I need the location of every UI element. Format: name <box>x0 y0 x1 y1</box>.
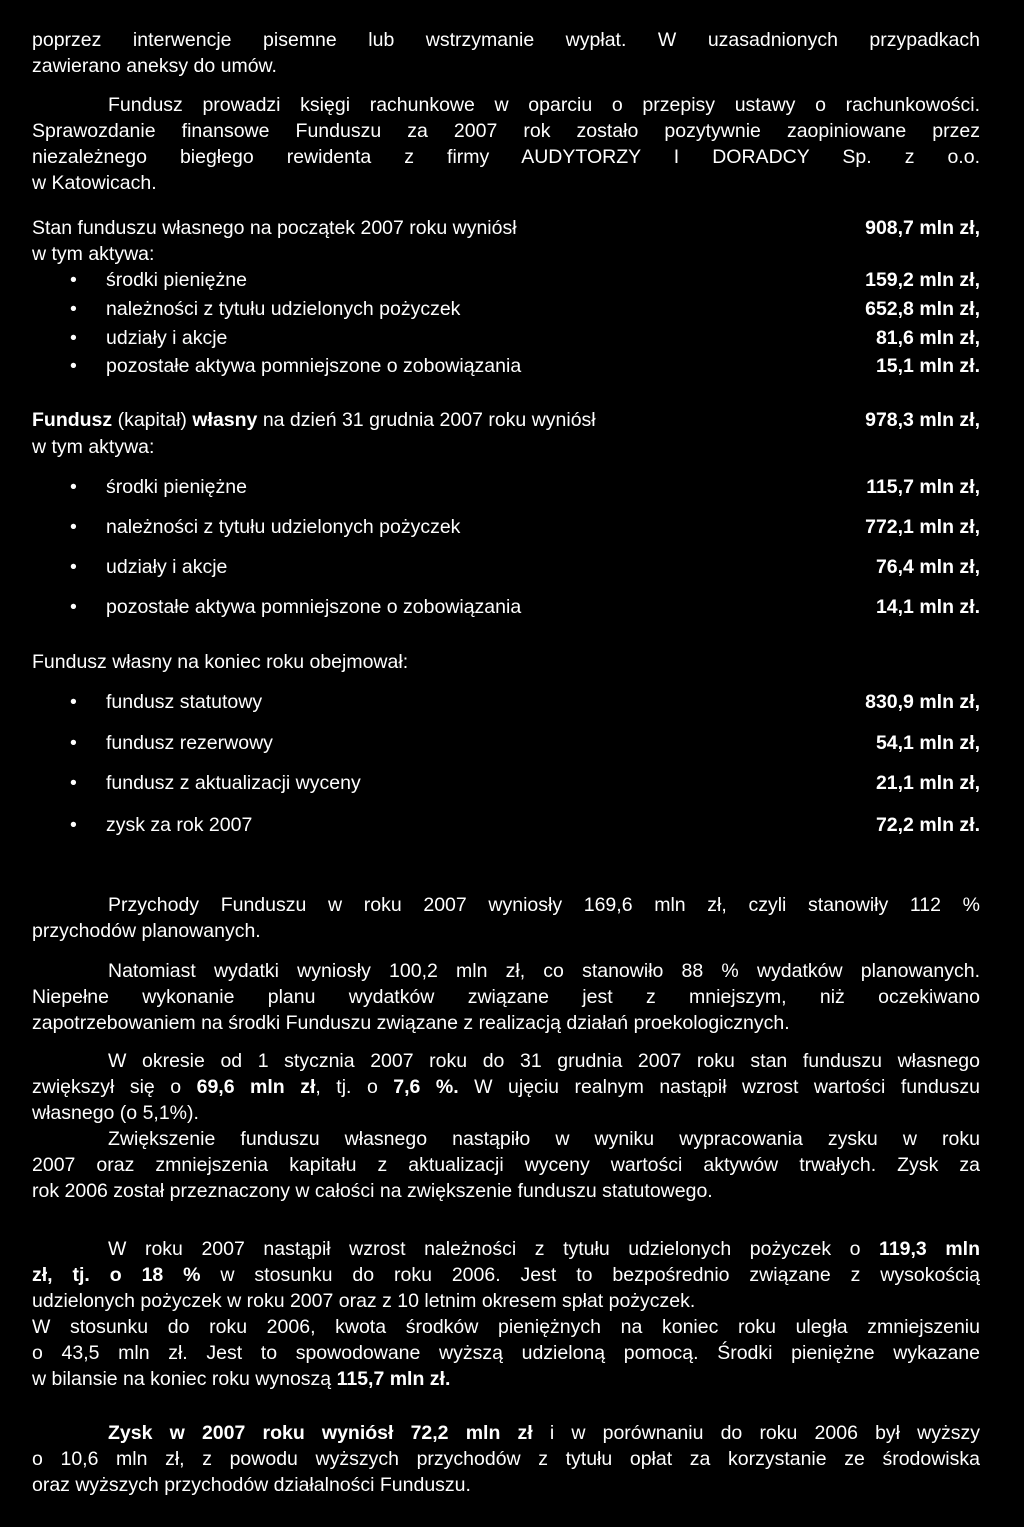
audit-paragraph <box>32 92 980 196</box>
receivables-amount: 119,3 mln <box>879 1238 980 1260</box>
bullet-icon: • <box>70 691 77 713</box>
bullet-icon: • <box>70 327 77 349</box>
audit-line-2: Sprawozdanie finansowe Funduszu za 2007 rok zostało pozytywnie zaopiniowane przez <box>32 120 980 142</box>
growth-line-1: W okresie od 1 stycznia 2007 roku do 31 grudnia 2007 roku stan funduszu własnego <box>108 1050 980 1072</box>
profit-line-1 <box>32 1420 980 1446</box>
end-balance-item <box>32 514 980 540</box>
bullet-icon: • <box>70 596 77 618</box>
start-balance-item-label: środki pieniężne <box>106 269 247 291</box>
audit-line-1: Fundusz prowadzi księgi rachunkowe w oparciu o przepisy ustawy o rachunkowości. <box>108 94 980 116</box>
composition-item-label: fundusz z aktualizacji wyceny <box>106 772 361 794</box>
composition-item-label: fundusz rezerwowy <box>106 732 273 754</box>
receivables-line-6 <box>32 1366 980 1392</box>
bullet-icon: • <box>70 298 77 320</box>
composition-item-value: 72,2 mln zł. <box>875 814 980 836</box>
growth-text: zwiększył się o <box>32 1076 197 1098</box>
start-balance-item-label: pozostałe aktywa pomniejszone o zobowiązania <box>106 355 522 377</box>
end-balance-item-value: 772,1 mln zł, <box>865 516 980 538</box>
start-balance-subheading: w tym aktywa: <box>32 243 155 265</box>
composition-item-label: zysk za rok 2007 <box>106 814 253 836</box>
composition-heading-row <box>32 649 980 675</box>
profit-line-2: o 10,6 mln zł, z powodu wyższych przychodów z tytułu opłat za korzystanie ze środowiska <box>32 1448 980 1470</box>
growth-text: , tj. o <box>315 1076 394 1098</box>
start-balance-heading: Stan funduszu własnego na początek 2007 roku wyniósł <box>32 217 517 239</box>
composition-item-value: 21,1 mln zł, <box>875 772 980 794</box>
receivables-text: w bilansie na koniec roku wynoszą <box>32 1368 337 1390</box>
receivables-line-1 <box>32 1236 980 1262</box>
revenue-line-1: Przychody Funduszu w roku 2007 wyniosły 169,6 mln zł, czyli stanowiły 112 % <box>108 894 980 916</box>
intro-paragraph <box>32 27 980 79</box>
receivables-line-4: W stosunku do roku 2006, kwota środków pieniężnych na koniec roku uległa zmniejszeniu <box>32 1316 980 1338</box>
start-balance-item <box>32 353 980 379</box>
end-balance-item-label: udziały i akcje <box>106 556 228 578</box>
receivables-line-2 <box>32 1262 980 1288</box>
end-balance-item <box>32 554 980 580</box>
bullet-icon: • <box>70 732 77 754</box>
bullet-icon: • <box>70 269 77 291</box>
start-balance-item-value: 15,1 mln zł. <box>875 355 980 377</box>
bullet-icon: • <box>70 556 77 578</box>
expenses-paragraph <box>32 958 980 1036</box>
end-balance-heading <box>32 407 596 433</box>
start-balance-item-value: 159,2 mln zł, <box>865 269 980 291</box>
growth-text: W ujęciu realnym nastąpił wzrost wartości funduszu <box>458 1076 980 1098</box>
bullet-icon: • <box>70 772 77 794</box>
growth-line-3: własnego (o 5,1%). <box>32 1102 199 1124</box>
profit-amount: Zysk w 2007 roku wyniósł 72,2 mln zł <box>108 1422 533 1444</box>
end-balance-subheading: w tym aktywa: <box>32 436 155 458</box>
growth-line-4: Zwiększenie funduszu własnego nastąpiło w wyniku wypracowania zysku w roku <box>108 1128 980 1150</box>
growth-amount: 69,6 mln zł <box>196 1076 316 1098</box>
growth-line-2 <box>32 1074 980 1100</box>
end-balance-heading-text-2: na dzień 31 grudnia 2007 roku wyniósł <box>257 409 596 431</box>
intro-line-2: zawierano aneksy do umów. <box>32 55 277 77</box>
start-balance-item-value: 81,6 mln zł, <box>875 327 980 349</box>
start-balance-item <box>32 267 980 293</box>
start-balance-item-label: należności z tytułu udzielonych pożyczek <box>106 298 461 320</box>
receivables-percent: zł, tj. o 18 % <box>32 1264 201 1286</box>
growth-line-6: rok 2006 został przeznaczony w całości na zwiększenie funduszu statutowego. <box>32 1180 713 1202</box>
end-balance-item-value: 76,4 mln zł, <box>875 556 980 578</box>
start-balance-item <box>32 296 980 322</box>
composition-item-value: 54,1 mln zł, <box>875 732 980 754</box>
end-balance-item-label: należności z tytułu udzielonych pożyczek <box>106 516 461 538</box>
composition-item-value: 830,9 mln zł, <box>865 691 980 713</box>
composition-item <box>32 689 980 715</box>
expenses-line-3: zapotrzebowaniem na środki Funduszu związane z realizacją działań proekologicznych. <box>32 1012 790 1034</box>
growth-percent: 7,6 %. <box>393 1076 459 1098</box>
profit-paragraph <box>32 1420 980 1498</box>
end-balance-item <box>32 594 980 620</box>
composition-item <box>32 730 980 756</box>
bullet-icon: • <box>70 476 77 498</box>
end-balance-heading-row <box>32 407 980 433</box>
end-balance-heading-text-1: (kapitał) <box>112 409 193 431</box>
start-balance-subheading-row <box>32 241 980 267</box>
end-balance-subheading-row <box>32 434 980 460</box>
composition-heading: Fundusz własny na koniec roku obejmował: <box>32 651 409 673</box>
bullet-icon: • <box>70 355 77 377</box>
growth-paragraph <box>32 1048 980 1204</box>
end-balance-heading-bold-2: własny <box>192 409 258 431</box>
document-page <box>32 0 980 1527</box>
audit-line-3: niezależnego biegłego rewidenta z firmy AUDYTORZY I DORADCY Sp. z o.o. <box>32 146 980 168</box>
end-balance-heading-bold-1: Fundusz <box>32 409 113 431</box>
composition-item <box>32 812 980 838</box>
expenses-line-2: Niepełne wykonanie planu wydatków związane jest z mniejszym, niż oczekiwano <box>32 986 980 1008</box>
receivables-paragraph <box>32 1236 980 1392</box>
profit-text: i w porównaniu do roku 2006 był wyższy <box>532 1422 981 1444</box>
end-balance-item-label: środki pieniężne <box>106 476 247 498</box>
receivables-cash-amount: 115,7 mln zł. <box>336 1368 451 1390</box>
profit-line-3: oraz wyższych przychodów działalności Funduszu. <box>32 1474 471 1496</box>
revenue-line-2: przychodów planowanych. <box>32 920 261 942</box>
bullet-icon: • <box>70 814 77 836</box>
start-balance-heading-row <box>32 215 980 241</box>
growth-line-5: 2007 oraz zmniejszenia kapitału z aktualizacji wyceny wartości aktywów trwałych. Zysk za <box>32 1154 980 1176</box>
bullet-icon: • <box>70 516 77 538</box>
receivables-line-5: o 43,5 mln zł. Jest to spowodowane wyższą udzieloną pomocą. Środki pieniężne wykazane <box>32 1342 980 1364</box>
revenue-paragraph <box>32 892 980 944</box>
expenses-line-1: Natomiast wydatki wyniosły 100,2 mln zł, co stanowiło 88 % wydatków planowanych. <box>108 960 980 982</box>
composition-item-label: fundusz statutowy <box>106 691 263 713</box>
start-balance-total: 908,7 mln zł, <box>865 217 980 239</box>
start-balance-item-label: udziały i akcje <box>106 327 228 349</box>
receivables-line-3: udzielonych pożyczek w roku 2007 oraz z 10 letnim okresem spłat pożyczek. <box>32 1290 696 1312</box>
intro-line-1: poprzez interwencje pisemne lub wstrzymanie wypłat. W uzasadnionych przypadkach <box>32 29 980 51</box>
end-balance-total: 978,3 mln zł, <box>865 409 980 431</box>
end-balance-item-value: 115,7 mln zł, <box>866 476 980 498</box>
composition-item <box>32 770 980 796</box>
audit-line-4: w Katowicach. <box>32 172 157 194</box>
end-balance-item-label: pozostałe aktywa pomniejszone o zobowiązania <box>106 596 522 618</box>
end-balance-item <box>32 474 980 500</box>
start-balance-item <box>32 325 980 351</box>
end-balance-item-value: 14,1 mln zł. <box>875 596 980 618</box>
start-balance-item-value: 652,8 mln zł, <box>865 298 980 320</box>
receivables-text: w stosunku do roku 2006. Jest to bezpośrednio związane z wysokością <box>200 1264 980 1286</box>
receivables-text: W roku 2007 nastąpił wzrost należności z tytułu udzielonych pożyczek o <box>108 1238 880 1260</box>
